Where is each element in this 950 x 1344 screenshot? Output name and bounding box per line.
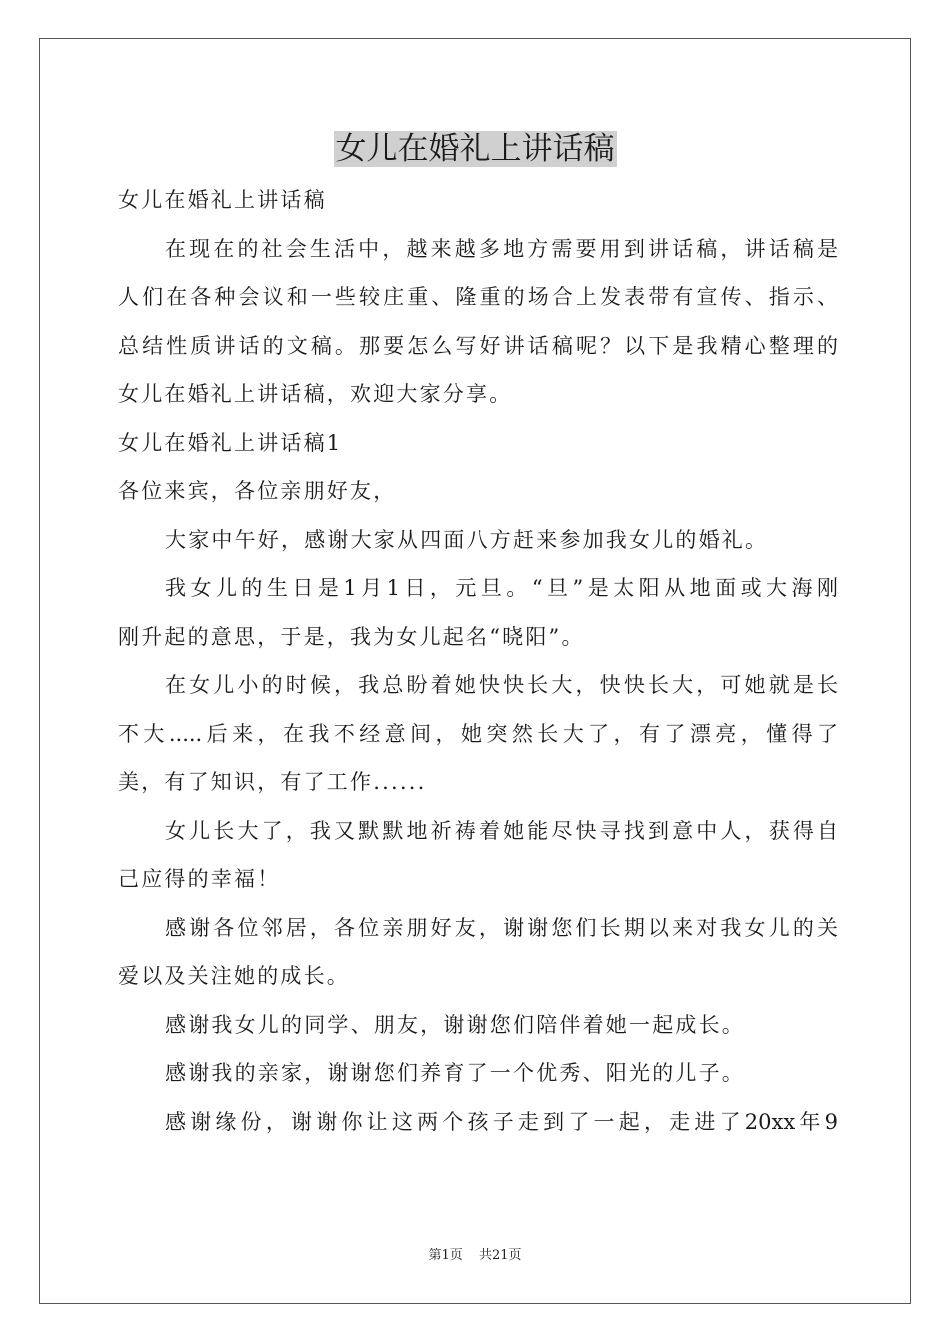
page-footer: [0, 1246, 950, 1266]
paragraph-line: 女儿在婚礼上讲话稿，欢迎大家分享。: [118, 382, 513, 406]
paragraph-line: 感谢各位邻居，各位亲朋好友，谢谢您们长期以来对我女儿的关: [165, 915, 838, 940]
subtitle-line: 女儿在婚礼上讲话稿: [118, 188, 327, 212]
paragraph-line: 我女儿的生日是1月1日，元旦。“旦”是太阳从地面或大海刚: [165, 576, 838, 600]
paragraph-line: 爱以及关注她的成长。: [118, 964, 350, 988]
paragraph-line: 人们在各种会议和一些较庄重、隆重的场合上发表带有宣传、指示、: [118, 285, 838, 309]
paragraph-line: 在女儿小的时候，我总盼着她快快长大，快快长大，可她就是长: [165, 673, 838, 697]
document-title: 女儿在婚礼上讲话稿: [335, 131, 615, 167]
paragraph-line: 大家中午好，感谢大家从四面八方赶来参加我女儿的婚礼。: [165, 527, 769, 552]
paragraph-line: 女儿长大了，我又默默地祈祷着她能尽快寻找到意中人，获得自: [165, 818, 838, 843]
greeting-line: 各位来宾，各位亲朋好友，: [118, 479, 397, 503]
paragraph-line: 总结性质讲话的文稿。那要怎么写好讲话稿呢？以下是我精心整理的: [118, 333, 838, 358]
paragraph-line: 不大.....后来，在我不经意间，她突然长大了，有了漂亮，懂得了: [118, 721, 838, 746]
paragraph-line: 感谢我女儿的同学、朋友，谢谢您们陪伴着她一起成长。: [165, 1012, 745, 1037]
paragraph-line: 刚升起的意思，于是，我为女儿起名“晓阳”。: [118, 624, 585, 649]
paragraph-line: 己应得的幸福！: [118, 867, 281, 891]
page-number: 第1页: [428, 1248, 463, 1263]
paragraph-line: 在现在的社会生活中，越来越多地方需要用到讲话稿，讲话稿是: [165, 236, 838, 261]
document-body: [118, 176, 838, 1146]
paragraph-line: 感谢我的亲家，谢谢您们养育了一个优秀、阳光的儿子。: [165, 1061, 745, 1085]
paragraph-line: 美，有了知识，有了工作......: [118, 770, 427, 794]
page-total: 共21页: [478, 1248, 522, 1263]
section-heading: 女儿在婚礼上讲话稿1: [118, 430, 343, 455]
paragraph-line: 感谢缘份，谢谢你让这两个孩子走到了一起，走进了20xx年9: [165, 1109, 838, 1134]
